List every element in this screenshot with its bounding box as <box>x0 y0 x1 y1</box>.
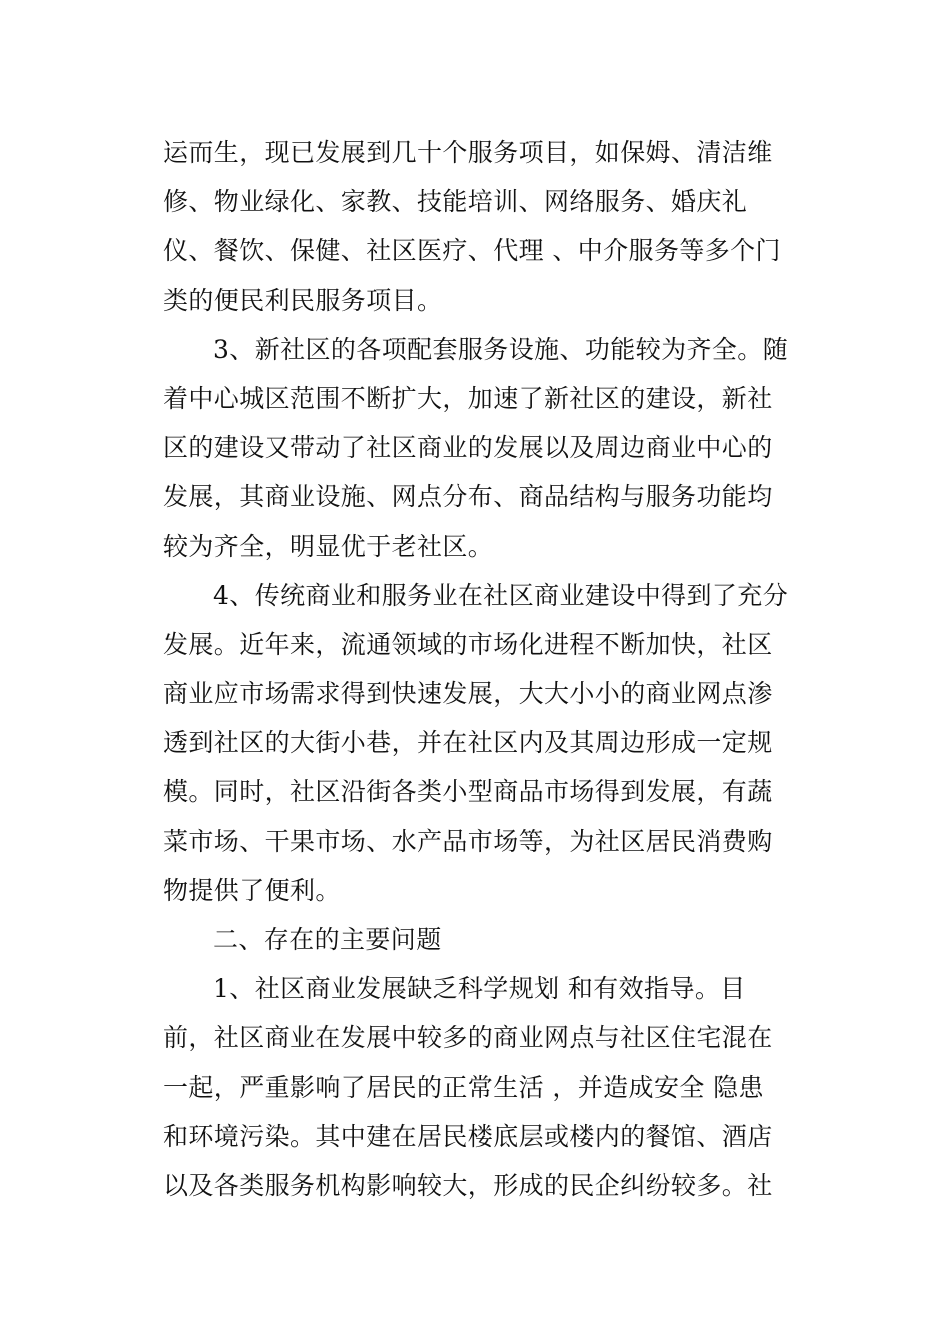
text-line: 模。同时，社区沿街各类小型商品市场得到发展，有蔬 <box>163 777 773 807</box>
text-line: 发展，其商业设施、网点分布、商品结构与服务功能均 <box>163 482 773 512</box>
paragraph-start-line: 3、新社区的各项配套服务设施、功能较为齐全。随 <box>213 334 789 364</box>
text-line: 着中心城区范围不断扩大，加速了新社区的建设，新社 <box>163 383 773 413</box>
text-line: 菜市场、干果市场、水产品市场等，为社区居民消费购 <box>163 826 773 856</box>
text-line: 仪、餐饮、保健、社区医疗、代理 、中介服务等多个门 <box>163 236 781 266</box>
text-line: 以及各类服务机构影响较大，形成的民企纠纷较多。社 <box>163 1170 773 1200</box>
section-heading: 二、存在的主要问题 <box>213 925 442 954</box>
text-line: 运而生，现已发展到几十个服务项目，如保姆、清洁维 <box>163 138 773 167</box>
text-line: 类的便民利民服务项目。 <box>163 285 443 315</box>
text-line: 区的建设又带动了社区商业的发展以及周边商业中心的 <box>163 433 773 463</box>
text-line: 透到社区的大街小巷，并在社区内及其周边形成一定规 <box>163 728 773 758</box>
text-line: 前，社区商业在发展中较多的商业网点与社区住宅混在 <box>163 1023 773 1053</box>
paragraph-start-line: 1、社区商业发展缺乏科学规划 和有效指导。目 <box>213 974 746 1004</box>
text-line: 修、物业绿化、家教、技能培训、网络服务、婚庆礼 <box>163 187 748 217</box>
paragraph-start-line: 4、传统商业和服务业在社区商业建设中得到了充分 <box>213 580 789 610</box>
text-line: 和环境污染。其中建在居民楼底层或楼内的餐馆、酒店 <box>163 1121 773 1151</box>
text-line: 商业应市场需求得到快速发展，大大小小的商业网点渗 <box>163 679 773 709</box>
document-body <box>163 128 803 1210</box>
text-line: 一起，严重影响了居民的正常生活 ，并造成安全 隐患 <box>163 1072 764 1102</box>
text-line: 较为齐全，明显优于老社区。 <box>163 531 494 561</box>
text-line: 发展。近年来，流通领域的市场化进程不断加快，社区 <box>163 629 773 659</box>
text-line: 物提供了便利。 <box>163 875 341 905</box>
